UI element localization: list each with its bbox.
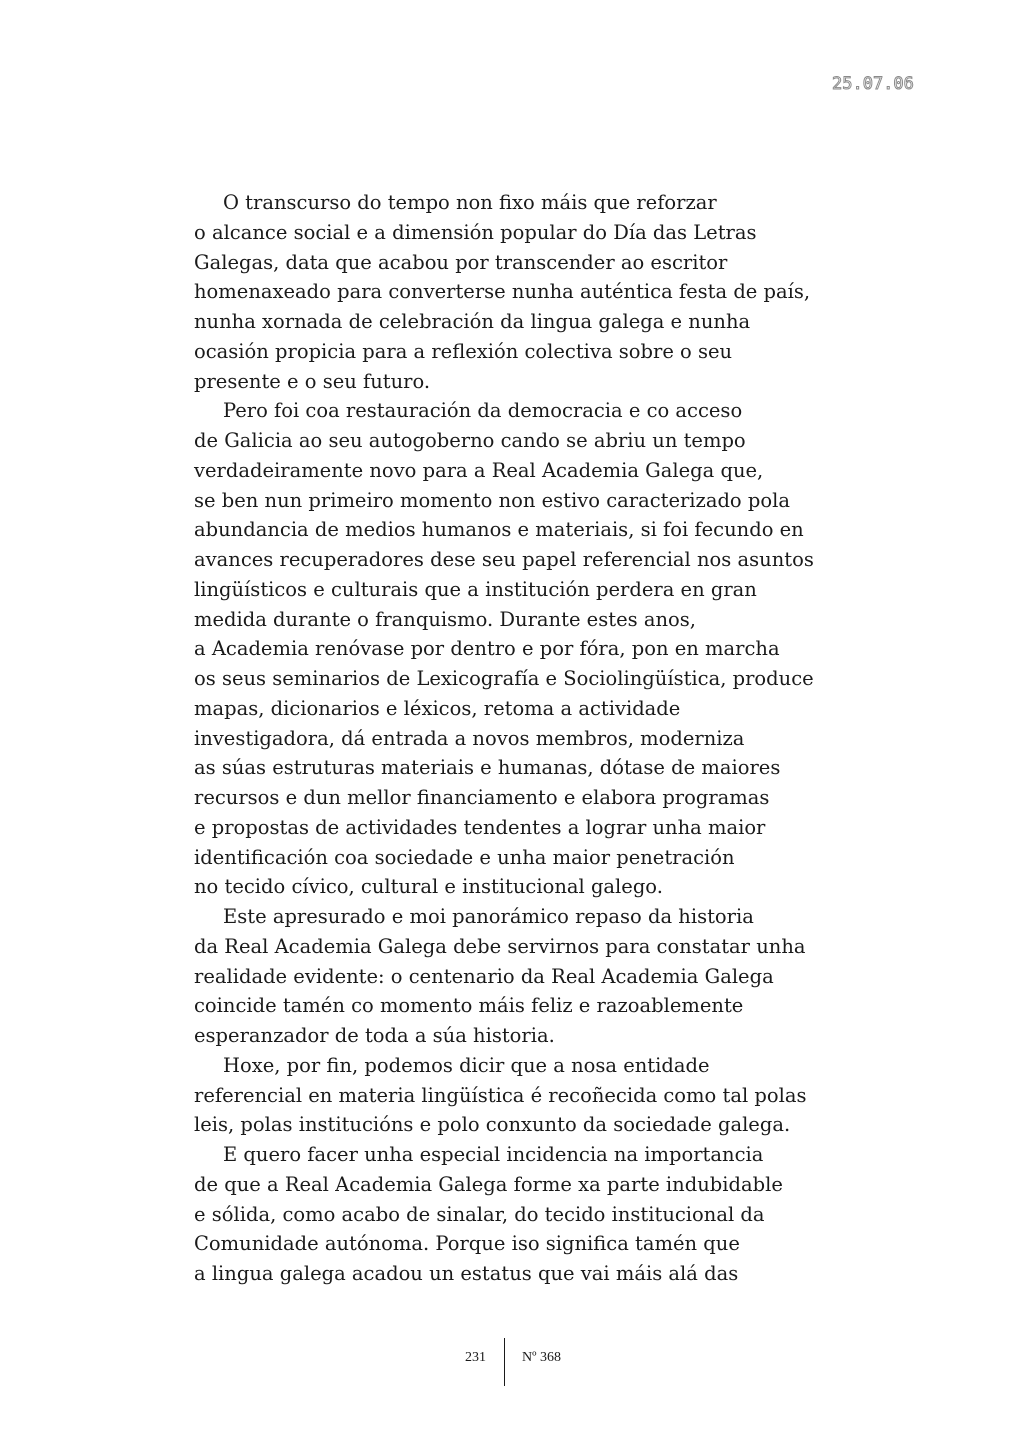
- text-line: referencial en materia lingüística é recoñecida como tal polas: [194, 1083, 807, 1107]
- text-line: da Real Academia Galega debe servirnos para constatar unha: [194, 934, 806, 958]
- text-line: presente e o seu futuro.: [194, 369, 431, 393]
- text-line: medida durante o franquismo. Durante estes anos,: [194, 607, 696, 631]
- text-line: identificación coa sociedade e unha maior penetración: [194, 845, 735, 869]
- text-line: a lingua galega acadou un estatus que vai máis alá das: [194, 1262, 739, 1285]
- text-line: e sólida, como acabo de sinalar, do tecido institucional da: [194, 1202, 765, 1226]
- page-date: 25.07.06: [832, 74, 914, 94]
- text-line: de que a Real Academia Galega forme xa parte indubidable: [194, 1172, 783, 1196]
- paragraph: [194, 188, 854, 396]
- text-line: Pero foi coa restauración da democracia e co acceso: [223, 399, 743, 423]
- paragraph: [194, 396, 854, 902]
- text-line: recursos e dun mellor financiamento e elabora programas: [194, 786, 770, 809]
- text-line: investigadora, dá entrada a novos membros, moderniza: [194, 726, 745, 750]
- text-line: os seus seminarios de Lexicografía e Sociolingüística, produce: [194, 667, 814, 690]
- text-line: E quero facer unha especial incidencia na importancia: [223, 1143, 764, 1166]
- text-line: de Galicia ao seu autogoberno cando se abriu un tempo: [194, 429, 746, 452]
- text-line: verdadeiramente novo para a Real Academia Galega que,: [194, 458, 764, 482]
- text-line: a Academia renóvase por dentro e por fóra, pon en marcha: [194, 637, 780, 661]
- body-text: [194, 188, 854, 1289]
- issue-number: Nº 368: [522, 1350, 561, 1365]
- text-line: Este apresurado e moi panorámico repaso da historia: [223, 905, 754, 928]
- text-line: lingüísticos e culturais que a institución perdera en gran: [194, 577, 757, 601]
- text-line: Hoxe, por fin, podemos dicir que a nosa entidade: [223, 1053, 710, 1077]
- text-line: mapas, dicionarios e léxicos, retoma a actividade: [194, 696, 681, 720]
- page-footer: [0, 1338, 1010, 1388]
- text-line: o alcance social e a dimensión popular do Día das Letras: [194, 220, 757, 244]
- text-line: avances recuperadores dese seu papel referencial nos asuntos: [194, 548, 814, 571]
- text-line: abundancia de medios humanos e materiais, si foi fecundo en: [194, 518, 804, 542]
- text-line: Comunidade autónoma. Porque iso significa tamén que: [194, 1232, 740, 1256]
- text-line: coincide tamén co momento máis feliz e razoablemente: [194, 994, 744, 1018]
- paragraph: [194, 902, 854, 1051]
- paragraph: [194, 1051, 854, 1140]
- text-line: leis, polas institucións e polo conxunto da sociedade galega.: [194, 1113, 791, 1137]
- text-line: nunha xornada de celebración da lingua galega e nunha: [194, 310, 751, 333]
- paragraph: [194, 1140, 854, 1289]
- text-line: esperanzador de toda a súa historia.: [194, 1024, 555, 1047]
- footer-divider: [504, 1338, 505, 1386]
- text-line: homenaxeado para converterse nunha auténtica festa de país,: [194, 280, 811, 304]
- text-line: O transcurso do tempo non fixo máis que reforzar: [223, 191, 717, 214]
- text-line: ocasión propicia para a reflexión colectiva sobre o seu: [194, 339, 733, 363]
- text-line: as súas estruturas materiais e humanas, dótase de maiores: [194, 756, 781, 780]
- text-line: Galegas, data que acabou por transcender ao escritor: [194, 250, 728, 274]
- text-line: realidade evidente: o centenario da Real Academia Galega: [194, 964, 774, 988]
- text-line: e propostas de actividades tendentes a lograr unha maior: [194, 815, 766, 839]
- page-number: 231: [465, 1350, 486, 1365]
- text-line: no tecido cívico, cultural e institucional galego.: [194, 875, 663, 899]
- text-line: se ben nun primeiro momento non estivo caracterizado pola: [194, 488, 790, 512]
